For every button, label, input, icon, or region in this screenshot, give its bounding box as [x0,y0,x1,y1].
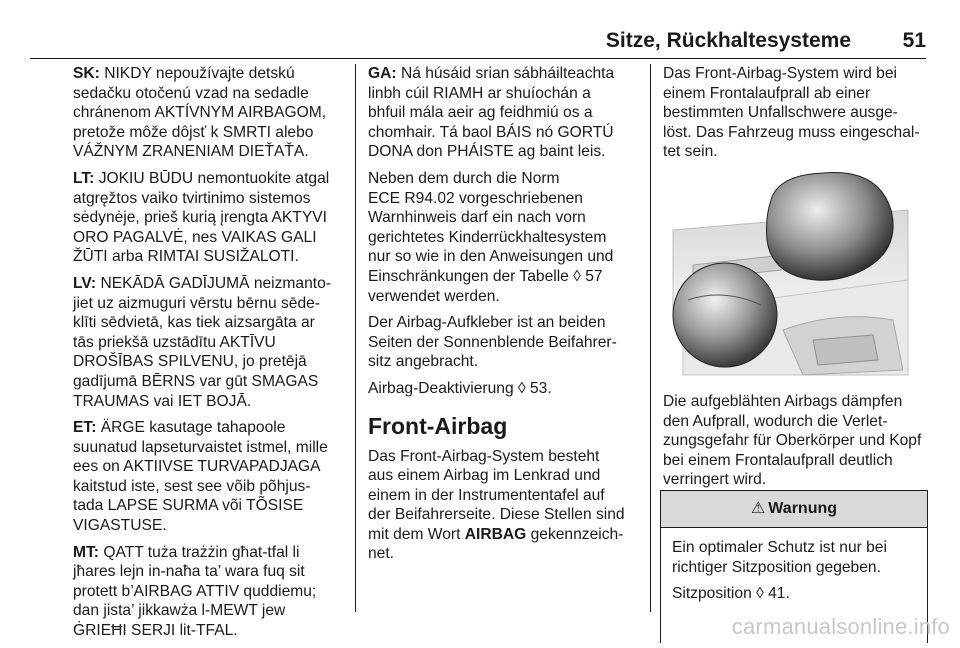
lang-warning-sk [73,64,348,162]
text-line: sėdynėje, prieš kurią įrengta AKTYVI [73,209,327,227]
text-line: TRAUMAS vai IET BOJĀ. [73,392,252,410]
lang-warning-et [73,418,348,536]
text-line: QATT tuża trażżin għat-tfal li [103,543,300,561]
text-line: Warnhinweis darf ein nach vorn [368,209,586,227]
lang-label: GA: [368,65,397,82]
text-line: löst. Das Fahrzeug muss eingeschal- [663,123,920,141]
protection-paragraph [663,392,929,490]
text-line: Seiten der Sonnenblende Beifahrer- [368,333,617,351]
text-line: Die aufgeblähten Airbags dämpfen [663,392,903,410]
column-divider-1 [355,64,356,612]
text-line: Neben dem durch die Norm [368,169,560,187]
text-line: der Beifahrerseite. Diese Stellen sind [368,506,625,524]
text-line: NIKDY nepoužívajte detskú [104,65,295,82]
text-line: JOKIU BŪDU nemontuokite atgal [98,169,330,187]
text-line: jħares lejn in-naħa ta’ wara fuq sit [73,563,305,581]
lang-label: SK: [73,65,100,82]
airbag-keyword: AIRBAG [464,525,527,543]
text-line: ORO PAGALVĖ, nes VAIKAS GALI [73,228,317,246]
text-line: net. [368,545,395,563]
text-line: einem Frontalaufprall ab einer [663,84,871,102]
page-header [30,26,926,58]
text-line: verwendet werden. [368,287,500,305]
section-heading-front-airbag: Front-Airbag [368,412,508,439]
sticker-paragraph [368,313,640,372]
text-line: verringert wird. [663,471,767,489]
column-divider-2 [650,64,651,612]
text-line: tada LAPSE SURMA või TÕSISE [73,497,304,515]
warning-body [661,528,927,604]
text-line: bestimmten Unfallschwere ausge- [663,104,898,122]
lang-warning-ga [368,64,640,162]
text-line: chomhair. Tá baol BÁIS nó GORTÚ [368,123,614,141]
text-line: Der Airbag-Aufkleber ist an beiden [368,314,606,332]
text-line: jiet uz aizmuguri vērstu bērnu sēde- [73,294,321,312]
text-line: ees on AKTIIVSE TURVAPADJAGA [73,458,321,476]
text-line: VIGASTUSE. [73,517,167,535]
chapter-title: Sitze, Rückhaltesysteme [605,29,851,52]
text-line: Airbag-Deaktivierung ◊ 53. [368,379,552,397]
table-reference[interactable]: Einschränkungen der Tabelle ◊ 57 [368,267,603,285]
text-line: ÄRGE kasutage tahapoole [100,419,286,437]
text-line: nur so wie in den Anweisungen und [368,248,614,266]
text-line: pretože môže dôjsť k SMRTI alebo [73,123,314,141]
text-line: ECE R94.02 vorgeschriebenen [368,189,583,207]
text-line: mit dem Wort AIRBAG gekennzeich- [368,525,624,543]
text-line: VÁŽNYM ZRANENIAM DIEŤAŤA. [73,143,309,161]
text-line: tet sein. [663,143,718,161]
column-3 [663,64,929,497]
header-rule [30,58,926,59]
lang-warning-mt [73,543,348,641]
text-line: einem in der Instrumententafel auf [368,486,605,504]
lang-label: ET: [73,419,97,437]
seat-position-reference[interactable]: Sitzposition ◊ 41. [672,585,790,603]
lang-warning-lv [73,274,348,411]
text-line: atgręžtos vaiko tvirtinimo sistemos [73,189,311,207]
text-line: protett b’AIRBAG ATTIV quddiemu; [73,582,317,600]
lang-label: LT: [73,169,95,187]
lang-label: LV: [73,274,97,292]
lang-label: MT: [73,543,99,561]
deactivation-reference[interactable] [368,379,640,399]
airbag-illustration [663,170,913,380]
text-line: ĠRIEĦI SERJI lit-TFAL. [73,622,238,640]
text-line: DROŠĪBAS SPILVENU, jo pretējā [73,353,307,371]
text-line: DONA don PHÁISTE ag baint leis. [368,143,606,161]
text-line: zungsgefahr für Oberkörper und Kopf [663,432,922,450]
text-line: klīti sēdvietā, kas tiek aizsargāta ar [73,314,315,332]
text-line: dan jista’ jikkawża l-MEWT jew [73,602,286,620]
text-line: Ein optimaler Schutz ist nur bei [672,539,887,556]
text-line: suunatud lapseturvaistet istmel, mille [73,438,328,456]
text-line: NEKĀDĀ GADĪJUMĀ neizmanto- [100,274,331,292]
warning-text [672,538,917,577]
text-line: kaitstud iste, sest see võib põhjus- [73,477,311,495]
text-line: den Aufprall, wodurch die Verlet- [663,412,888,430]
front-airbag-paragraph [368,447,640,565]
page-number: 51 [902,29,926,52]
norm-paragraph [368,169,640,306]
deployment-paragraph [663,64,929,162]
text-line: chránenom AKTÍVNYM AIRBAGOM, [73,104,327,122]
text-line: bei einem Frontalaufprall deutlich [663,451,893,469]
text-line: richtiger Sitzposition gegeben. [672,558,881,576]
text-line: aus einem Airbag im Lenkrad und [368,467,601,485]
text-line: linbh cúil RIAMH ar shuíochán a [368,84,591,102]
warning-title: Warnung [768,500,838,517]
warning-triangle-icon: ⚠ [750,500,766,517]
warning-header [661,491,927,528]
text-line: sedačku otočenú vzad na sedadle [73,84,309,102]
text-line: gerichtetes Kinderrückhaltesystem [368,228,607,246]
column-2 [368,64,640,571]
text-line: gadījumā BĒRNS var gūt SMAGAS [73,372,319,390]
lang-warning-lt [73,169,348,267]
text-line: bhfuil mála aeir ag feidhmiú os a [368,104,593,122]
text-line: tās priekšā uzstādītu AKTĪVU [73,333,276,351]
text-line: Ná húsáid srian sábháilteachta [400,65,615,82]
watermark: carmanualsonline.info [731,614,950,639]
text-line: sitz angebracht. [368,353,479,371]
text-line: Das Front-Airbag-System wird bei [663,65,897,82]
text-line: Das Front-Airbag-System besteht [368,447,600,465]
column-1 [73,64,348,648]
text-line: ŽŪTI arba RIMTAI SUSIŽALOTI. [73,248,299,266]
